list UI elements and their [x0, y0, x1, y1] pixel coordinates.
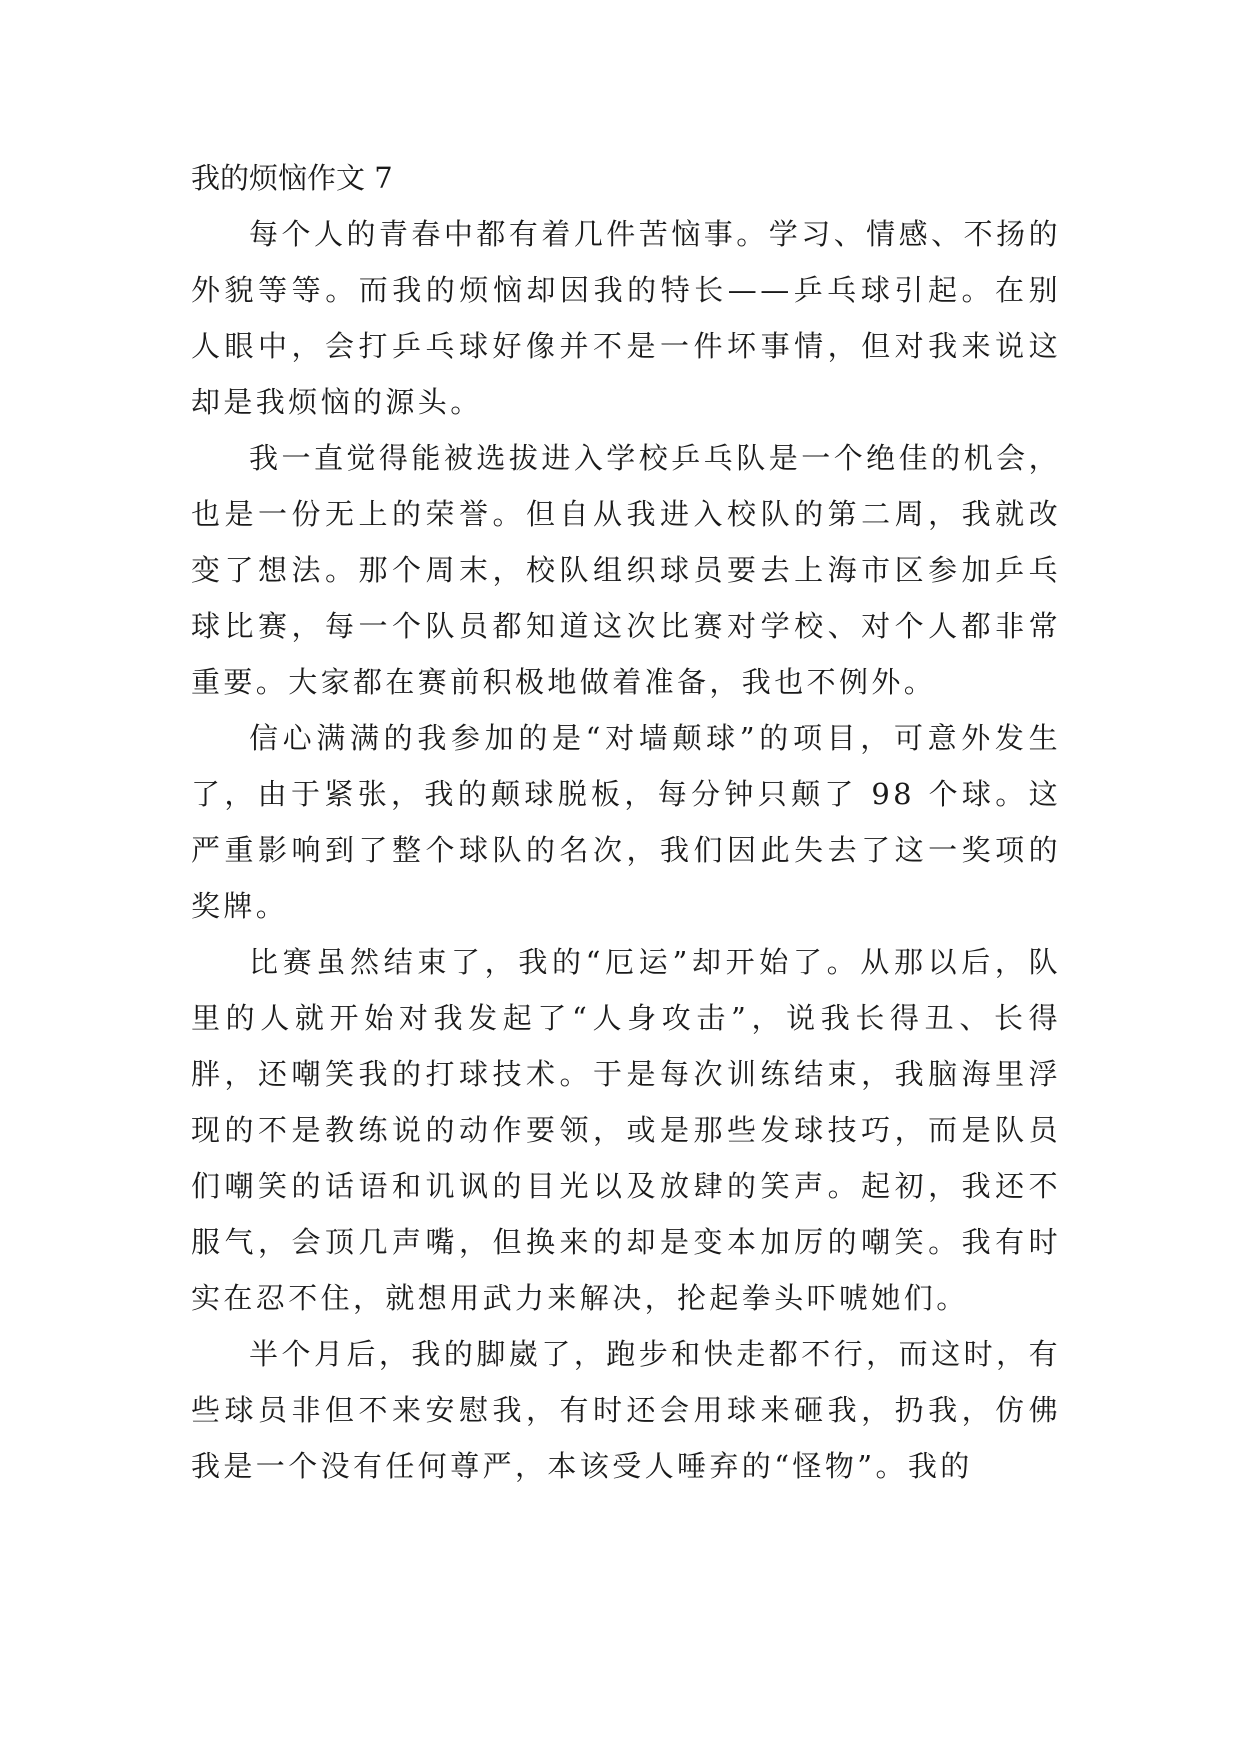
document-title: 我的烦恼作文 7 [191, 161, 393, 195]
paragraph-2: 我一直觉得能被选拔进入学校乒乓队是一个绝佳的机会，也是一份无上的荣誉。但自从我进入校队的第二周，我就改变了想法。那个周末，校队组织球员要去上海市区参加乒乓球比赛，每一个队员都知道这次比赛对学校、对个人都非常重要。大家都在赛前积极地做着准备，我也不例外。 [191, 441, 1061, 699]
paragraph-3: 信心满满的我参加的是“对墙颠球”的项目，可意外发生了，由于紧张，我的颠球脱板，每分钟只颠了 98 个球。这严重影响到了整个球队的名次，我们因此失去了这一奖项的奖牌。 [191, 721, 1061, 923]
paragraph-4: 比赛虽然结束了，我的“厄运”却开始了。从那以后，队里的人就开始对我发起了“人身攻击”，说我长得丑、长得胖，还嘲笑我的打球技术。于是每次训练结束，我脑海里浮现的不是教练说的动作要领，或是那些发球技巧，而是队员们嘲笑的话语和讥讽的目光以及放肆的笑声。起初，我还不服气，会顶几声嘴，但换来的却是变本加厉的嘲笑。我有时实在忍不住，就想用武力来解决，抡起拳头吓唬她们。 [191, 945, 1061, 1315]
paragraph-5: 半个月后，我的脚崴了，跑步和快走都不行，而这时，有些球员非但不来安慰我，有时还会用球来砸我，扔我，仿佛我是一个没有任何尊严，本该受人唾弃的“怪物”。我的 [191, 1337, 1061, 1483]
document-body [191, 150, 1061, 1494]
paragraph-1: 每个人的青春中都有着几件苦恼事。学习、情感、不扬的外貌等等。而我的烦恼却因我的特长——乒乓球引起。在别人眼中，会打乒乓球好像并不是一件坏事情，但对我来说这却是我烦恼的源头。 [191, 217, 1061, 419]
